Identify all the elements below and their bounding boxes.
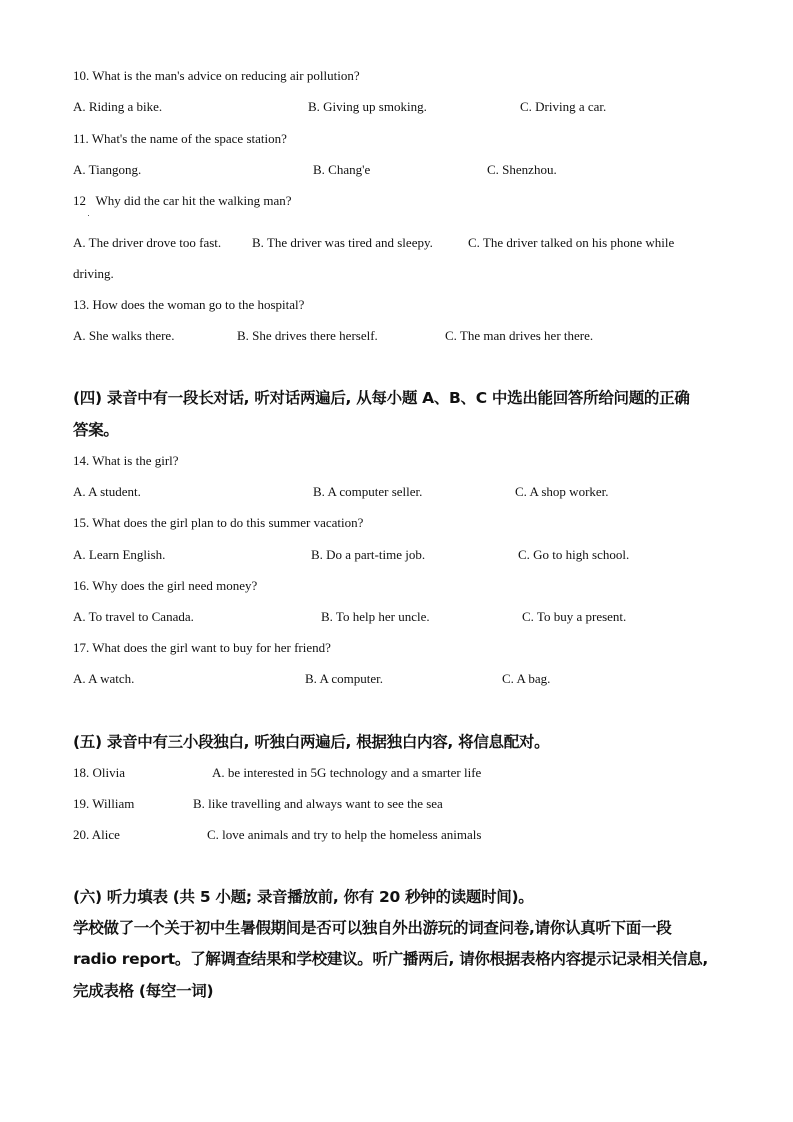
q12-option-a: A. The driver drove too fast. bbox=[73, 235, 222, 250]
q15-option-a: A. Learn English. bbox=[73, 547, 166, 562]
q12-option-c-continued: driving. bbox=[73, 266, 114, 281]
q13-option-b: B. She drives there herself. bbox=[237, 328, 378, 343]
q13-option-c: C. The man drives her there. bbox=[445, 328, 594, 343]
q17-question: 17. What does the girl want to buy for her friend? bbox=[73, 640, 331, 655]
matching-name-20: 20. Alice bbox=[73, 827, 120, 842]
q13-question: 13. How does the woman go to the hospital? bbox=[73, 297, 305, 312]
section6-instructions-1: 学校做了一个关于初中生暑假期间是否可以独自外出游玩的词查问卷,请你认真听下面一段 bbox=[73, 919, 672, 937]
q10-option-a: A. Riding a bike. bbox=[73, 99, 163, 114]
section4-heading-cont: 答案。 bbox=[73, 421, 119, 439]
q15-option-c: C. Go to high school. bbox=[518, 547, 630, 562]
section4-heading: (四) 录音中有一段长对话, 听对话两遍后, 从每小题 A、B、C 中选出能回答所给问题的正确 bbox=[73, 389, 690, 407]
q10-option-c: C. Driving a car. bbox=[520, 99, 607, 114]
section6-instructions-2: radio report。了解调查结果和学校建议。听广播两后, 请你根据表格内容提示记录相关信息, bbox=[73, 950, 708, 968]
matching-option-b: B. like travelling and always want to see the sea bbox=[193, 796, 443, 811]
section6-instructions-3: 完成表格 (每空一词) bbox=[73, 982, 214, 1000]
stray-dot bbox=[88, 215, 89, 216]
q14-option-c: C. A shop worker. bbox=[515, 484, 609, 499]
q10-option-b: B. Giving up smoking. bbox=[308, 99, 427, 114]
q16-option-a: A. To travel to Canada. bbox=[73, 609, 194, 624]
q14-question: 14. What is the girl? bbox=[73, 453, 179, 468]
q16-question: 16. Why does the girl need money? bbox=[73, 578, 258, 593]
matching-option-a: A. be interested in 5G technology and a smarter life bbox=[212, 765, 482, 780]
matching-name-18: 18. Olivia bbox=[73, 765, 125, 780]
q11-option-a: A. Tiangong. bbox=[73, 162, 142, 177]
matching-name-19: 19. William bbox=[73, 796, 135, 811]
section5-heading: (五) 录音中有三小段独白, 听独白两遍后, 根据独白内容, 将信息配对。 bbox=[73, 733, 550, 751]
q14-option-a: A. A student. bbox=[73, 484, 141, 499]
q12-option-b: B. The driver was tired and sleepy. bbox=[252, 235, 433, 250]
q17-option-b: B. A computer. bbox=[305, 671, 383, 686]
q15-question: 15. What does the girl plan to do this summer vacation? bbox=[73, 515, 364, 530]
q17-option-c: C. A bag. bbox=[502, 671, 551, 686]
matching-option-c: C. love animals and try to help the homeless animals bbox=[207, 827, 482, 842]
q16-option-b: B. To help her uncle. bbox=[321, 609, 430, 624]
section6-heading: (六) 听力填表 (共 5 小题; 录音播放前, 你有 20 秒钟的读题时间)。 bbox=[73, 888, 534, 906]
q13-option-a: A. She walks there. bbox=[73, 328, 175, 343]
q12-question: 12 Why did the car hit the walking man? bbox=[73, 193, 292, 208]
q17-option-a: A. A watch. bbox=[73, 671, 135, 686]
q14-option-b: B. A computer seller. bbox=[313, 484, 423, 499]
q11-question: 11. What's the name of the space station? bbox=[73, 131, 287, 146]
q11-option-c: C. Shenzhou. bbox=[487, 162, 557, 177]
q10-question: 10. What is the man's advice on reducing air pollution? bbox=[73, 68, 360, 83]
q16-option-c: C. To buy a present. bbox=[522, 609, 627, 624]
q12-option-c: C. The driver talked on his phone while bbox=[468, 235, 675, 250]
q11-option-b: B. Chang'e bbox=[313, 162, 371, 177]
q15-option-b: B. Do a part-time job. bbox=[311, 547, 426, 562]
